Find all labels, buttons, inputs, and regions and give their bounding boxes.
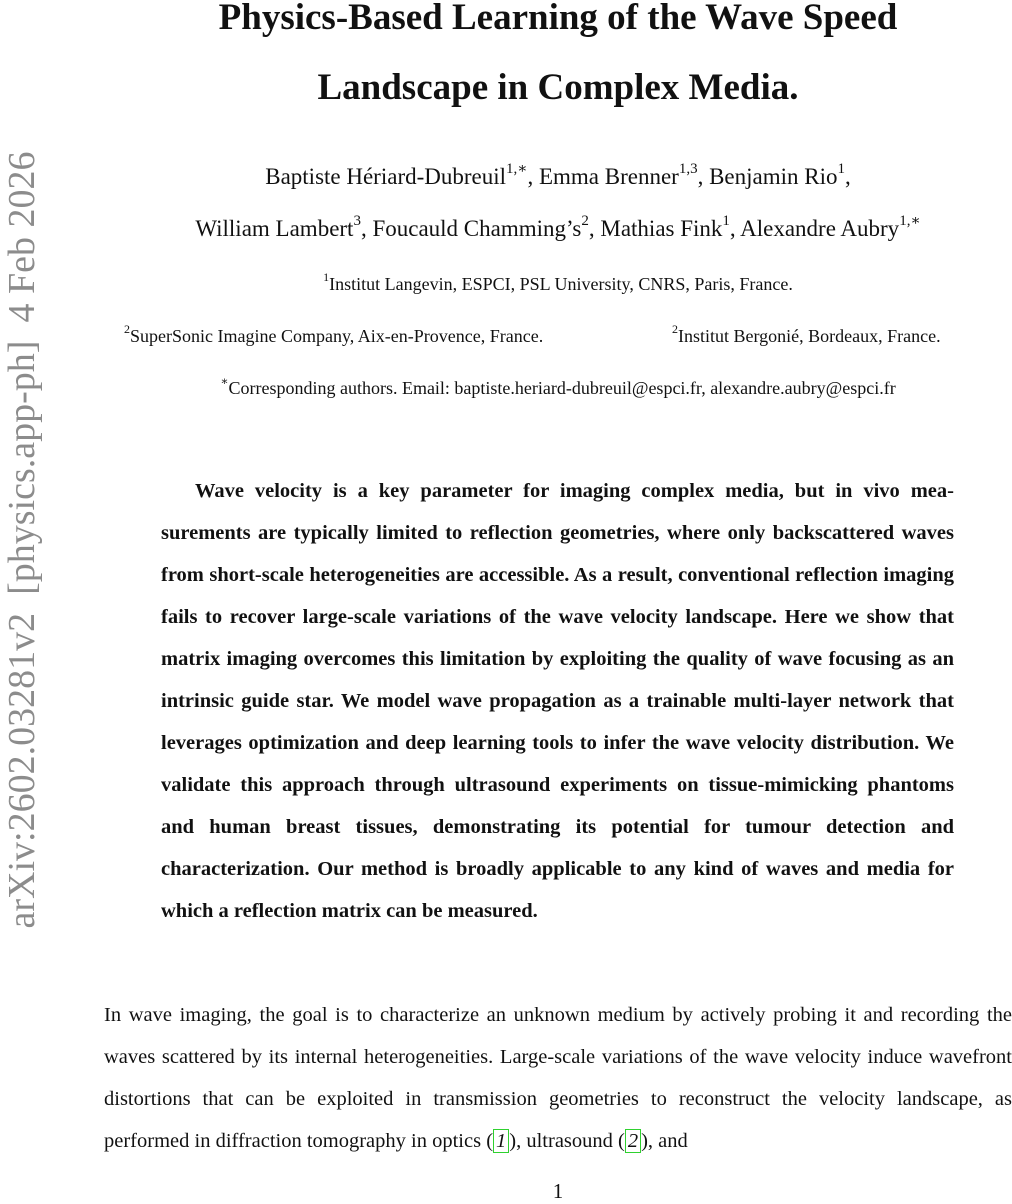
author-affiliation-mark: 2 (581, 213, 589, 230)
affiliation-text: Institut Bergonié, Bordeaux, France. (678, 326, 941, 346)
author-affiliation-mark: 1,∗ (899, 213, 921, 230)
citation-link-1[interactable]: 1 (493, 1129, 509, 1153)
paper-title-line-2: Landscape in Complex Media. (317, 67, 799, 108)
author-name: Benjamin Rio (709, 164, 838, 189)
citation-link-2[interactable]: 2 (625, 1129, 641, 1153)
corresponding-text: Corresponding authors. Email: baptiste.heriard-dubreuil@espci.fr, alexandre.aubry@espci.fr (228, 378, 896, 398)
arxiv-id: arXiv:2602.03281v2 (1, 612, 43, 929)
author-list-line-1: Baptiste Hériard-Dubreuil$^{1,∗}$, Emma Brenner$^{1,3}$, Benjamin Rio$^1$, (265, 161, 851, 189)
author-name: Emma Brenner (538, 164, 679, 189)
affiliation-mark: 2 (124, 322, 130, 336)
affiliation-1 (104, 272, 1012, 296)
body-text-segment: In wave imaging, the goal is to characterize an unknown medium by actively probing it and recording the waves scattered by its internal heterogeneities. Large-scale variations of the wave velocity induce wavefront distortions that can be exploited in transmission geometries to reconstruct the velocity landscape, as performed in diffraction tomography in optics ( (104, 1004, 1012, 1152)
corresponding-authors (104, 376, 1012, 400)
author-affiliation-mark: 1 (837, 161, 846, 178)
page-number: 1 (552, 1179, 564, 1203)
author-name: Alexandre Aubry (740, 216, 900, 241)
affiliation-3 (672, 324, 941, 348)
abstract: Wave velocity is a key parameter for imaging complex media, but in vivo measurements are typically limited to reflection geometries, where only backscattered waves from short-scale heterogeneities are accessible. As a result, conventional reflection imaging fails to recover large-scale variations of the wave velocity landscape. Here we show that matrix imaging overcomes this limitation by exploiting the quality of wave focusing as an intrinsic guide star. We model wave propagation as a trainable multi-layer network that leverages optimization and deep learning tools to infer the wave velocity distribution. We validate this approach through ultrasound experiments on tissue-mimicking phantoms and human breast tissues, demonstrating its potential for tumour detection and characterization. Our method is broadly applicable to any kind of waves and media for which a reflection matrix can be measured. (161, 480, 954, 922)
arxiv-date: 4 Feb 2026 (1, 151, 43, 323)
arxiv-category: [physics.app-ph] (1, 340, 43, 595)
corresponding-mark: ∗ (220, 374, 229, 388)
affiliation-mark: 2 (672, 322, 678, 336)
author-name: Foucauld Chamming’s (372, 216, 582, 241)
body-text-segment: ), and (641, 1130, 688, 1152)
affiliation-mark: 1 (323, 270, 330, 284)
intro-paragraph (104, 994, 1012, 1162)
author-list-line-2: William Lambert$^3$, Foucauld $Chamming’s^2$, Mathias Fink$^1$, Alexandre Aubry$^{1,∗}$ (195, 213, 921, 241)
author-name: Baptiste Hériard-Dubreuil (265, 164, 507, 189)
author-affiliation-mark: 1 (722, 213, 730, 230)
author-affiliation-mark: 1,3 (678, 161, 698, 178)
author-name: William Lambert (195, 216, 354, 241)
paper-title-line-1: Physics-Based Learning of the Wave Speed (218, 0, 898, 38)
author-affiliation-mark: 1,∗ (506, 161, 528, 178)
affiliation-text: Institut Langevin, ESPCI, PSL University, CNRS, Paris, France. (329, 274, 793, 294)
author-name: Mathias Fink (600, 216, 723, 241)
arxiv-identifier-stamp (2, 90, 42, 990)
affiliation-2 (124, 324, 543, 348)
body-text-segment: ), ultrasound ( (509, 1130, 625, 1152)
author-affiliation-mark: 3 (353, 213, 361, 230)
affiliation-text: SuperSonic Imagine Company, Aix-en-Provence, France. (130, 326, 544, 346)
